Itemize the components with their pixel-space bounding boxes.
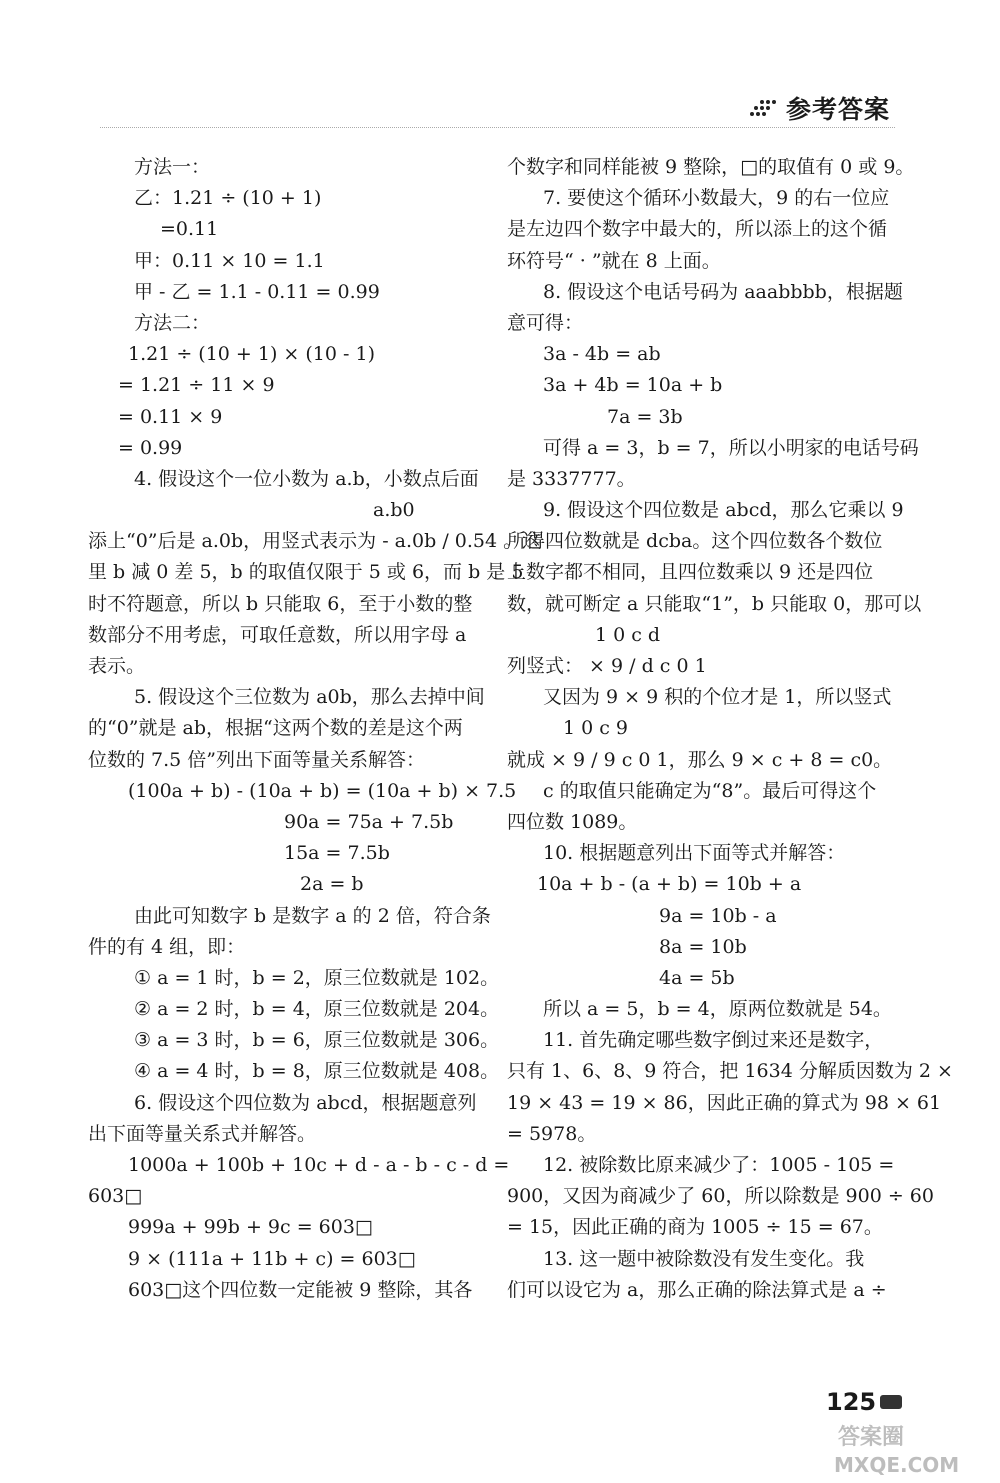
text-line: ④ a = 4 时，b = 8，原三位数就是 408。: [134, 1060, 500, 1083]
text-line: 们可以设它为 a，那么正确的除法算式是 a ÷: [507, 1278, 887, 1301]
text-line: 添上“0”后是 a.0b，用竖式表示为 - a.0b / 0.54 。这: [88, 530, 542, 553]
text-line: 所以 a = 5，b = 4，原两位数就是 54。: [543, 998, 892, 1021]
left-column: [88, 152, 542, 1306]
section-title: 参考答案: [785, 95, 890, 124]
dots-decoration-icon: [748, 98, 778, 118]
text-line: 只有 1、6、8、9 符合，把 1634 分解质因数为 2 ×: [507, 1060, 953, 1083]
text-line: 7a = 3b: [607, 405, 683, 428]
text-line: 90a = 75a + 7.5b: [284, 810, 454, 833]
text-line: 3a + 4b = 10a + b: [543, 374, 723, 397]
text-line: 甲 - 乙 = 1.1 - 0.11 = 0.99: [134, 280, 380, 303]
text-line: = 0.99: [118, 436, 183, 459]
page-tab-icon: [880, 1395, 902, 1409]
text-line: 时不符题意，所以 b 只能取 6，至于小数的整: [88, 592, 473, 615]
text-line: 1.21 ÷ (10 + 1) × (10 - 1): [128, 343, 375, 366]
text-line: 11. 首先确定哪些数字倒过来还是数字，: [543, 1029, 884, 1052]
text-line: 1 0 c 9: [563, 717, 629, 740]
text-line: 可得 a = 3，b = 7，所以小明家的电话号码: [543, 436, 919, 459]
header-divider: [100, 127, 895, 128]
text-line: 方法一：: [134, 156, 211, 178]
text-line: 4a = 5b: [659, 966, 735, 989]
text-line: 9. 假设这个四位数是 abcd，那么它乘以 9: [543, 499, 904, 522]
page-number-text: 125: [826, 1388, 877, 1416]
text-line: 就成 × 9 / 9 c 0 1，那么 9 × c + 8 = c0。: [507, 748, 893, 771]
text-line: 19 × 43 = 19 × 86，因此正确的算式为 98 × 61: [507, 1091, 942, 1114]
text-line: 出下面等量关系式并解答。: [88, 1122, 317, 1145]
text-line: 9 × (111a + 11b + c) = 603□: [128, 1247, 416, 1270]
page-number: [826, 1388, 902, 1416]
text-line: 1 0 c d: [595, 623, 661, 646]
text-line: 2a = b: [300, 873, 364, 896]
text-line: =0.11: [160, 218, 219, 241]
text-line: 6. 假设这个四位数为 abcd，根据题意列: [134, 1091, 477, 1114]
text-line: 件的有 4 组，即：: [88, 935, 246, 958]
text-line: 7. 要使这个循环小数最大，9 的右一位应: [543, 187, 890, 210]
text-line: 由此可知数字 b 是数字 a 的 2 倍，符合条: [134, 904, 491, 927]
text-line: 意可得：: [507, 311, 584, 334]
text-line: 上数字都不相同，且四位数乘以 9 还是四位: [507, 561, 874, 584]
text-line: 10. 根据题意列出下面等式并解答：: [543, 842, 846, 865]
text-line: 是 3337777。: [507, 467, 636, 490]
text-line: (100a + b) - (10a + b) = (10a + b) × 7.5: [128, 779, 517, 802]
text-line: 是左边四个数字中最大的，所以添上的这个循: [507, 218, 888, 241]
text-line: ③ a = 3 时，b = 6，原三位数就是 306。: [134, 1029, 500, 1052]
text-line: = 15，因此正确的商为 1005 ÷ 15 = 67。: [507, 1216, 883, 1239]
text-line: 3a - 4b = ab: [543, 343, 661, 366]
text-line: 5. 假设这个三位数为 a0b，那么去掉中间: [134, 686, 485, 709]
text-line: 9a = 10b - a: [659, 904, 777, 927]
text-line: 乙：1.21 ÷ (10 + 1): [134, 187, 322, 210]
text-line: 表示。: [88, 655, 146, 677]
text-line: 603□: [88, 1185, 143, 1208]
text-line: 603□这个四位数一定能被 9 整除，其各: [128, 1278, 473, 1301]
text-line: 甲：0.11 × 10 = 1.1: [134, 249, 325, 272]
text-line: 四位数 1089。: [507, 810, 638, 833]
text-line: ① a = 1 时，b = 2，原三位数就是 102。: [134, 966, 500, 989]
text-line: 个数字和同样能被 9 整除，□的取值有 0 或 9。: [507, 156, 915, 178]
text-line: = 1.21 ÷ 11 × 9: [118, 374, 275, 397]
page-header: [748, 90, 890, 126]
watermark-logo: [828, 1418, 988, 1478]
text-line: 900，又因为商减少了 60，所以除数是 900 ÷ 60: [507, 1185, 934, 1208]
watermark-url: MXQE.COM: [834, 1453, 960, 1477]
right-column: [507, 152, 953, 1306]
watermark-text: 答案圈: [838, 1425, 905, 1450]
text-line: 位数的 7.5 倍”列出下面等量关系解答：: [88, 748, 426, 771]
text-line: a.b0: [373, 499, 415, 522]
text-line: 又因为 9 × 9 积的个位才是 1，所以竖式: [543, 686, 892, 709]
text-line: 的“0”就是 ab，根据“这两个数的差是这个两: [88, 717, 463, 740]
text-line: 方法二：: [134, 311, 211, 334]
text-line: 列竖式： × 9 / d c 0 1: [507, 655, 707, 677]
text-line: 12. 被除数比原来减少了：1005 - 105 =: [543, 1154, 895, 1176]
text-line: c 的取值只能确定为“8”。最后可得这个: [543, 779, 877, 802]
text-line: 10a + b - (a + b) = 10b + a: [537, 873, 802, 896]
text-line: 4. 假设这个一位小数为 a.b，小数点后面: [134, 467, 479, 490]
text-line: 8. 假设这个电话号码为 aaabbbb，根据题: [543, 280, 903, 303]
text-line: = 0.11 × 9: [118, 405, 223, 428]
text-line: ② a = 2 时，b = 4，原三位数就是 204。: [134, 998, 500, 1021]
text-line: 里 b 减 0 差 5，b 的取值仅限于 5 或 6，而 b 是 5: [88, 561, 524, 584]
text-line: 8a = 10b: [659, 935, 747, 958]
text-line: = 5978。: [507, 1122, 597, 1145]
text-line: 15a = 7.5b: [284, 842, 390, 865]
text-line: 999a + 99b + 9c = 603□: [128, 1216, 373, 1239]
text-line: 所得四位数就是 dcba。这个四位数各个数位: [507, 530, 883, 553]
text-line: 13. 这一题中被除数没有发生变化。我: [543, 1247, 865, 1270]
text-line: 环符号“ · ”就在 8 上面。: [507, 249, 721, 272]
text-line: 数，就可断定 a 只能取“1”，b 只能取 0，那可以: [507, 592, 922, 615]
text-line: 1000a + 100b + 10c + d - a - b - c - d =: [128, 1154, 510, 1176]
text-line: 数部分不用考虑，可取任意数，所以用字母 a: [88, 623, 467, 646]
